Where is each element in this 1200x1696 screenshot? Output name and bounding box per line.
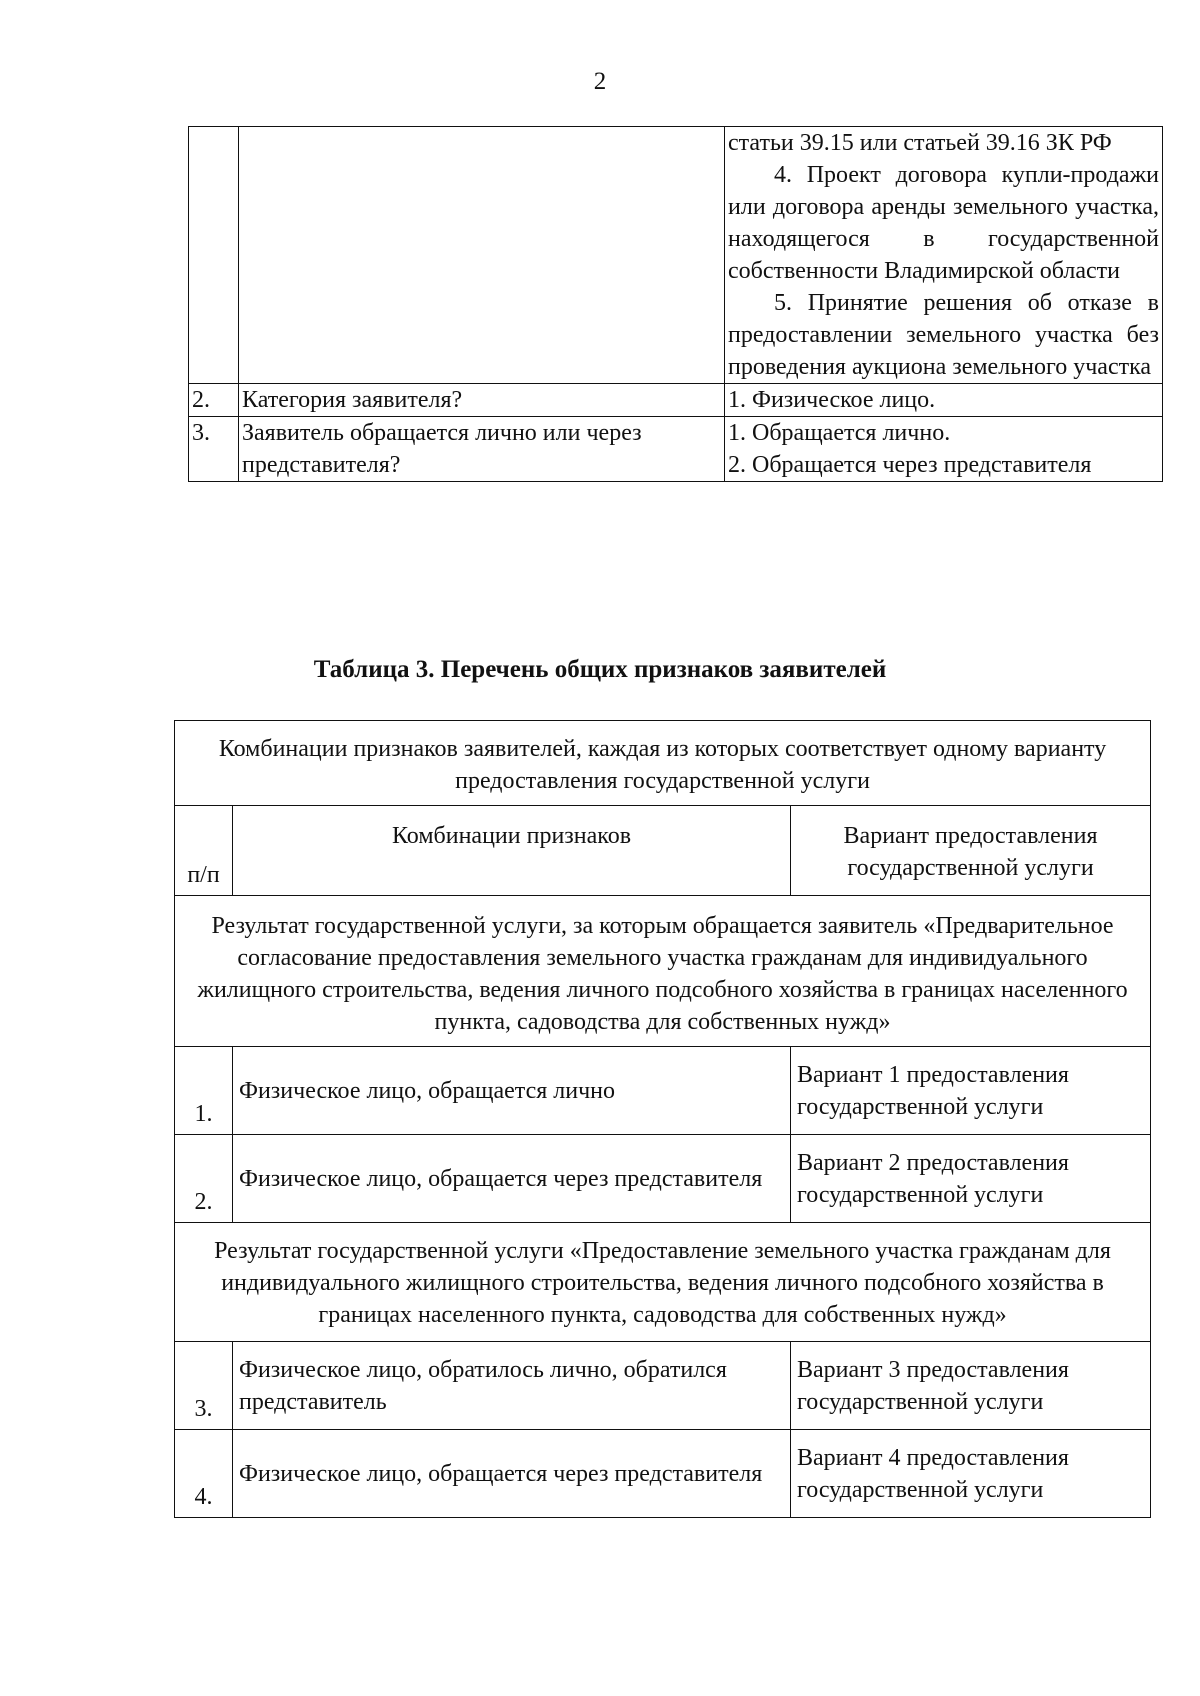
applicant-features-table bbox=[174, 720, 1151, 1518]
section-header-row bbox=[175, 1223, 1151, 1342]
table-row bbox=[189, 384, 1163, 417]
table-row bbox=[189, 417, 1163, 482]
answer-option: 1. Обращается лично. bbox=[728, 420, 951, 446]
table-cell bbox=[239, 127, 725, 384]
page-number: 2 bbox=[593, 68, 607, 95]
answer-cell bbox=[725, 384, 1163, 417]
row-number: 4. bbox=[175, 1430, 233, 1518]
table3-title: Таблица 3. Перечень общих признаков заявителей bbox=[313, 656, 887, 683]
table-row bbox=[175, 1135, 1151, 1223]
table-cell bbox=[725, 127, 1163, 384]
variant-text: Вариант 2 предоставления государственной услуги bbox=[791, 1135, 1151, 1223]
section2-title: Результат государственной услуги «Предоставление земельного участка гражданам для индивидуального жилищного строительства, ведения личного подсобного хозяйства в границах населенного пункта, садоводства для собственных нужд» bbox=[175, 1223, 1151, 1342]
variant-text: Вариант 1 предоставления государственной услуги bbox=[791, 1047, 1151, 1135]
column-header-variant: Вариант предоставления государственной услуги bbox=[791, 806, 1151, 896]
combination-text: Физическое лицо, обращается через представителя bbox=[233, 1135, 791, 1223]
variant-text: Вариант 4 предоставления государственной услуги bbox=[791, 1430, 1151, 1518]
table-header-row bbox=[175, 806, 1151, 896]
column-header-combination: Комбинации признаков bbox=[233, 806, 791, 896]
question-text: Категория заявителя? bbox=[239, 384, 725, 417]
row-number: 1. bbox=[175, 1047, 233, 1135]
result-item-4: 4. Проект договора купли-продажи или договора аренды земельного участка, находящегося в государственной собственности Владимирской области bbox=[728, 162, 1159, 284]
section1-title: Результат государственной услуги, за которым обращается заявитель «Предварительное согласование предоставления земельного участка гражданам для индивидуального жилищного строительства, ведения личного подсобного хозяйства в границах населенного пункта, садоводства для собственных нужд» bbox=[175, 896, 1151, 1047]
table-row bbox=[175, 1342, 1151, 1430]
combination-text: Физическое лицо, обратилось лично, обратился представитель bbox=[233, 1342, 791, 1430]
table-row bbox=[175, 1047, 1151, 1135]
answer-option: 2. Обращается через представителя bbox=[728, 452, 1092, 478]
row-number: 2. bbox=[175, 1135, 233, 1223]
result-item-5: 5. Принятие решения об отказе в предоставлении земельного участка без проведения аукциона земельного участка bbox=[728, 290, 1159, 380]
table-row bbox=[175, 1430, 1151, 1518]
question-text: Заявитель обращается лично или через представителя? bbox=[239, 417, 725, 482]
row-number: 2. bbox=[189, 384, 239, 417]
table-header-row bbox=[175, 721, 1151, 806]
table-cell bbox=[189, 127, 239, 384]
answer-cell bbox=[725, 417, 1163, 482]
table-row bbox=[189, 127, 1163, 384]
section-header-row bbox=[175, 896, 1151, 1047]
combination-text: Физическое лицо, обращается через представителя bbox=[233, 1430, 791, 1518]
row-number: 3. bbox=[189, 417, 239, 482]
continuation-text: статьи 39.15 или статьей 39.16 ЗК РФ bbox=[728, 130, 1112, 156]
column-header-number: п/п bbox=[175, 806, 233, 896]
variant-text: Вариант 3 предоставления государственной услуги bbox=[791, 1342, 1151, 1430]
applicant-questions-table-continuation bbox=[188, 126, 1163, 482]
answer-option: 1. Физическое лицо. bbox=[728, 387, 936, 413]
row-number: 3. bbox=[175, 1342, 233, 1430]
combination-text: Физическое лицо, обращается лично bbox=[233, 1047, 791, 1135]
table-main-header: Комбинации признаков заявителей, каждая из которых соответствует одному варианту предоставления государственной услуги bbox=[175, 721, 1151, 806]
